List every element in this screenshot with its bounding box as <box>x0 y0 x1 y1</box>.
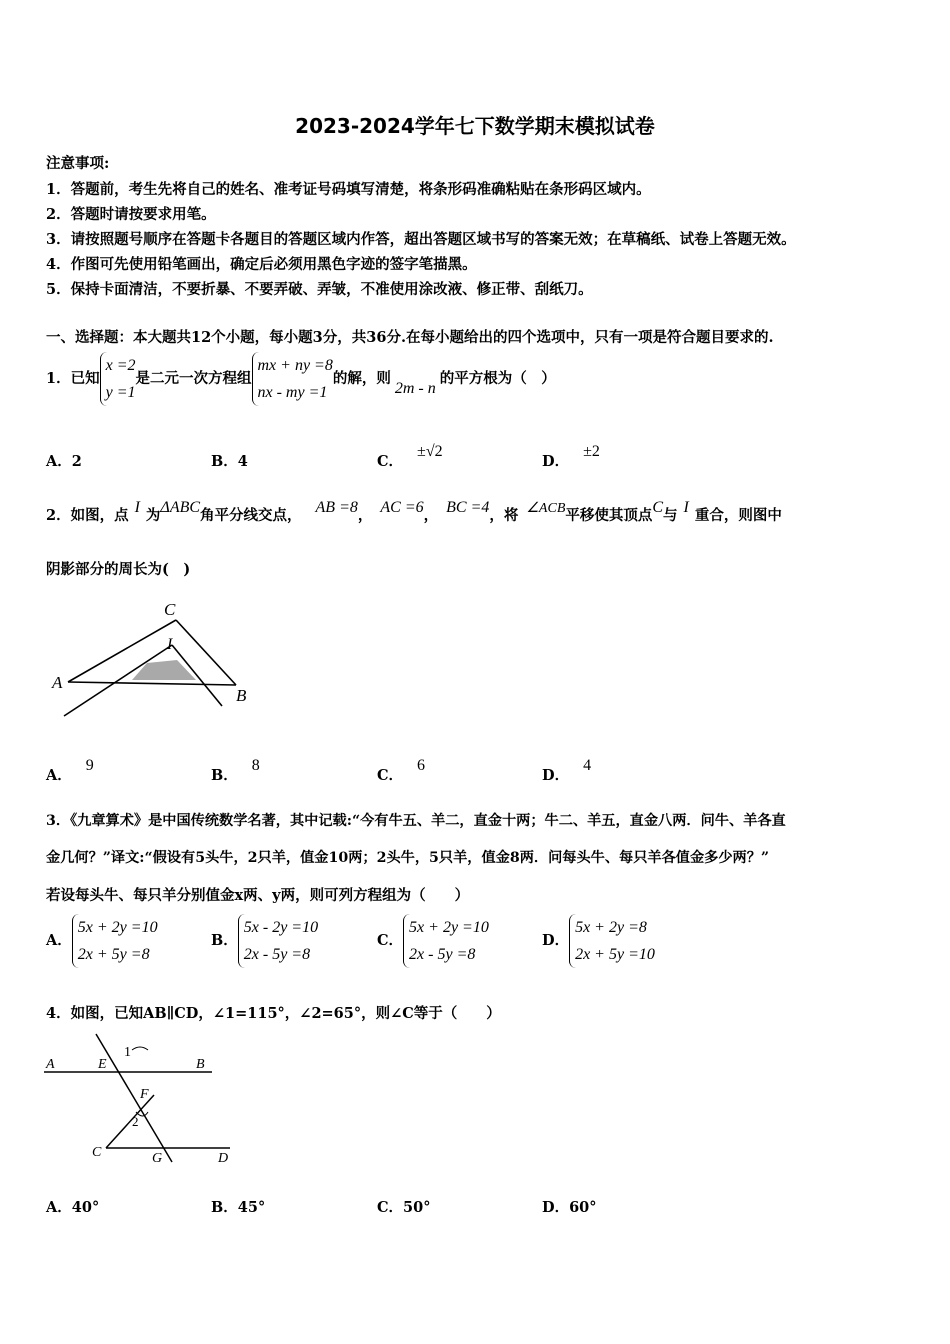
option-label: D． <box>542 932 570 949</box>
option-value: ±√2 <box>417 443 443 460</box>
q2-triangle-figure <box>50 596 265 726</box>
option-label: C． <box>377 767 404 784</box>
notice-item: 4．作图可先使用铅笔画出，确定后必须用黑色字迹的签字笔描黑。 <box>46 256 477 273</box>
transversal-eg <box>96 1034 172 1162</box>
option-label: C． <box>377 453 404 470</box>
equation: 5x + 2y =10 <box>409 919 489 936</box>
equation: nx - my =1 <box>257 384 328 401</box>
option-value: 45° <box>237 1199 266 1216</box>
label-angle-1: 1 <box>124 1045 131 1060</box>
q1-prefix: 1．已知 <box>46 370 100 387</box>
option-value: 50° <box>403 1199 431 1216</box>
q2-option-a[interactable] <box>46 757 94 785</box>
label-f: F <box>140 1087 149 1102</box>
option-system <box>72 914 158 968</box>
triangle-abc: ΔABC <box>160 499 201 516</box>
q1-expression: 2m - n <box>394 380 436 397</box>
option-value: ±2 <box>583 443 600 460</box>
side-ab <box>68 682 236 685</box>
question-3-line2: 金几何？”译文:“假设有5头牛，2只羊，值金10两；2头牛，5只羊，值金8两．问每头牛、每只羊各值金多少两？” <box>46 850 770 866</box>
q1-equation-system <box>252 352 333 406</box>
q2-text: ， <box>423 507 439 524</box>
option-value: 6 <box>417 757 426 774</box>
label-a: A <box>52 673 63 692</box>
q1-mid2: 的解，则 <box>332 370 391 387</box>
option-value: 9 <box>85 757 94 774</box>
section-heading: 一、选择题：本大题共12个小题，每小题3分，共36分.在每小题给出的四个选项中，只有一项是符合题目要求的. <box>46 329 774 346</box>
q3-option-a[interactable] <box>46 914 158 968</box>
option-label: A． <box>46 767 72 784</box>
vertex-c: C <box>652 499 664 516</box>
equation: mx + ny =8 <box>257 357 333 374</box>
q2-text: 重合，则图中 <box>694 507 782 524</box>
side-ac: AC =6 <box>380 499 424 516</box>
q2-text: 角平分线交点， <box>200 507 302 524</box>
q2-text: ，将 <box>489 507 519 524</box>
notice-heading: 注意事项: <box>46 155 110 172</box>
q2-text: 为 <box>145 507 161 524</box>
angle-acb: ∠ACB <box>526 501 566 516</box>
question-4: 4．如图，已知AB∥CD，∠1=115°，∠2=65°，则∠C等于（ ） <box>46 1005 501 1022</box>
q2-option-c[interactable] <box>377 757 426 785</box>
option-value: 4 <box>583 757 592 774</box>
option-label: B． <box>211 453 238 470</box>
q3-option-c[interactable] <box>377 914 489 968</box>
notice-item: 2．答题时请按要求用笔。 <box>46 206 216 223</box>
label-i: I <box>167 636 173 653</box>
option-value: 60° <box>569 1199 597 1216</box>
option-value: 2 <box>71 453 82 470</box>
question-1 <box>46 352 556 406</box>
option-label: B． <box>211 932 238 949</box>
q2-option-b[interactable] <box>211 757 260 785</box>
label-c: C <box>92 1145 102 1160</box>
option-label: D． <box>542 767 570 784</box>
q3-option-b[interactable] <box>211 914 318 968</box>
option-system <box>238 914 318 968</box>
question-2-line2: 阴影部分的周长为( ) <box>46 561 191 578</box>
page-title: 2023-2024学年七下数学期末模拟试卷 <box>295 114 655 138</box>
q4-parallel-lines-figure <box>40 1028 240 1168</box>
side-bc: BC =4 <box>446 499 490 516</box>
equation: 5x + 2y =10 <box>77 919 158 936</box>
label-b: B <box>236 686 247 705</box>
q1-option-a[interactable] <box>46 450 82 471</box>
option-system <box>403 914 489 968</box>
q3-option-d[interactable] <box>542 914 655 968</box>
q1-option-b[interactable] <box>211 450 248 471</box>
q1-option-c[interactable] <box>377 443 443 471</box>
notice-item: 5．保持卡面清洁，不要折暴、不要弄破、弄皱，不准使用涂改液、修正带、刮纸刀。 <box>46 281 593 298</box>
label-angle-2: 2 <box>132 1114 139 1129</box>
option-label: A． <box>46 932 72 949</box>
option-label: C． <box>377 1199 404 1216</box>
q4-option-a[interactable] <box>46 1196 99 1217</box>
equation: y =1 <box>105 384 136 401</box>
equation: 5x + 2y =8 <box>575 919 647 936</box>
translated-side-ca <box>64 645 172 716</box>
q4-option-c[interactable] <box>377 1196 430 1217</box>
label-b: B <box>196 1057 205 1072</box>
angle-1-arc <box>132 1047 148 1050</box>
q1-option-d[interactable] <box>542 443 600 471</box>
q2-text: 平移使其顶点 <box>565 507 653 524</box>
notice-item: 1．答题前，考生先将自己的姓名、准考证号码填写清楚，将条形码准确粘贴在条形码区域内。 <box>46 181 651 198</box>
question-3-line1: 3．《九章算术》是中国传统数学名著，其中记载:“今有牛五、羊二，直金十两；牛二、羊五，直金八两．问牛、羊各直 <box>46 813 786 829</box>
label-g: G <box>152 1151 163 1166</box>
equation: x =2 <box>105 357 136 374</box>
q1-suffix: 的平方根为（ ） <box>439 370 556 387</box>
equation: 2x + 5y =10 <box>575 946 655 963</box>
label-a: A <box>46 1057 55 1072</box>
option-label: A． <box>46 453 72 470</box>
question-2 <box>46 495 782 538</box>
equation: 2x - 5y =8 <box>243 946 311 963</box>
side-ab: AB =8 <box>315 499 358 516</box>
q2-text: ， <box>357 507 373 524</box>
option-system <box>569 914 655 968</box>
option-label: B． <box>211 767 238 784</box>
label-e: E <box>98 1057 107 1072</box>
q1-mid: 是二元一次方程组 <box>135 370 252 387</box>
equation: 2x + 5y =8 <box>77 946 150 963</box>
point-i: I <box>134 499 140 516</box>
notice-item: 3．请按照题号顺序在答题卡各题目的答题区域内作答，超出答题区域书写的答案无效；在草稿纸、试卷上答题无效。 <box>46 231 796 248</box>
equation: 5x - 2y =10 <box>243 919 319 936</box>
equation: 2x - 5y =8 <box>409 946 476 963</box>
option-value: 8 <box>251 757 260 774</box>
q2-text: 与 <box>663 507 678 524</box>
q4-option-b[interactable] <box>211 1196 265 1217</box>
option-value: 4 <box>237 453 248 470</box>
q2-option-d[interactable] <box>542 757 592 785</box>
point-i: I <box>683 499 689 516</box>
label-d: D <box>218 1151 229 1166</box>
option-label: C． <box>377 932 404 949</box>
question-3-line3: 若设每头牛、每只羊分别值金x两、y两，则可列方程组为（ ） <box>46 887 470 904</box>
label-c: C <box>164 600 176 619</box>
q2-text: 2．如图，点 <box>46 507 129 524</box>
option-label: D． <box>542 1199 570 1216</box>
q4-option-d[interactable] <box>542 1196 597 1217</box>
option-label: A． <box>46 1199 72 1216</box>
option-value: 40° <box>71 1199 100 1216</box>
q1-solution-system <box>100 352 136 406</box>
option-label: B． <box>211 1199 238 1216</box>
segment-cf <box>106 1095 154 1148</box>
option-label: D． <box>542 453 570 470</box>
